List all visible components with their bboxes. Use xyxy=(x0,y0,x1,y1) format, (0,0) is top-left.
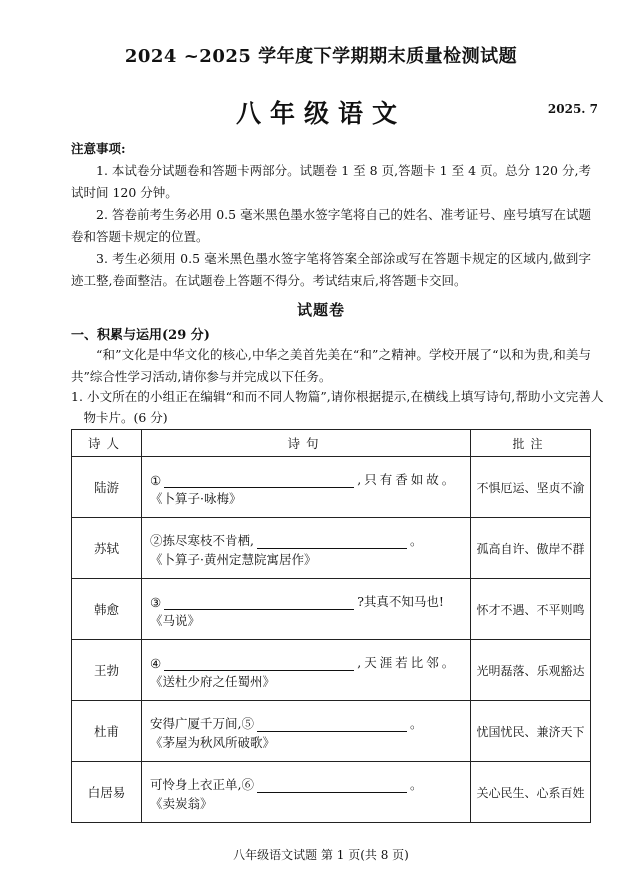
verse-prefix: ① xyxy=(150,473,162,488)
table-row xyxy=(72,762,591,823)
verse-prefix: 可怜身上衣正单,⑥ xyxy=(150,777,254,792)
notice-item: 1. 本试卷分试题卷和答题卡两部分。试题卷 1 至 8 页,答题卡 1 至 4 页。总分 120 分,考试时间 120 分钟。 xyxy=(71,163,591,200)
header-verse: 诗句 xyxy=(142,430,471,457)
poem-table xyxy=(71,429,591,823)
verse-prefix: ④ xyxy=(150,656,162,671)
poem-source: 《卜算子·咏梅》 xyxy=(150,491,242,506)
exam-title: 2024 ~2025 学年度下学期期末质量检测试题 xyxy=(124,46,518,67)
verse-suffix: ,天涯若比邻。 xyxy=(357,655,458,670)
poet-name: 白居易 xyxy=(72,762,142,823)
exam-date: 2025. 7 xyxy=(547,102,598,116)
notice-heading: 注意事项: xyxy=(71,141,126,156)
poet-name: 王勃 xyxy=(72,640,142,701)
poem-source: 《茅屋为秋风所破歌》 xyxy=(150,735,276,750)
verse-cell xyxy=(142,640,471,701)
poet-name: 苏轼 xyxy=(72,518,142,579)
answer-blank[interactable] xyxy=(257,778,407,793)
poet-note: 关心民生、心系百姓 xyxy=(471,762,591,823)
table-row xyxy=(72,640,591,701)
question-text: 1. 小文所在的小组正在编辑“和而不同人物篇”,请你根据提示,在横线上填写诗句,帮助小文完善人物卡片。(6 分) xyxy=(71,389,604,425)
header-poet: 诗人 xyxy=(72,430,142,457)
verse-cell xyxy=(142,579,471,640)
subject-title: 八年级语文 xyxy=(235,99,406,128)
notice-block xyxy=(71,138,591,292)
poem-source: 《卖炭翁》 xyxy=(150,796,213,811)
verse-suffix: 。 xyxy=(409,716,423,731)
table-row xyxy=(72,701,591,762)
poem-source: 《卜算子·黄州定慧院寓居作》 xyxy=(150,552,317,567)
verse-prefix: ②拣尽寒枝不肯栖, xyxy=(150,533,254,548)
poet-name: 陆游 xyxy=(72,457,142,518)
poet-note: 孤高自许、傲岸不群 xyxy=(471,518,591,579)
poem-source: 《马说》 xyxy=(150,613,201,628)
poet-note: 忧国忧民、兼济天下 xyxy=(471,701,591,762)
poet-name: 韩愈 xyxy=(72,579,142,640)
verse-prefix: 安得广厦千万间,⑤ xyxy=(150,716,254,731)
intro-text: “和”文化是中华文化的核心,中华之美首先美在“和”之精神。学校开展了“以和为贵,和美与共”综合性学习活动,请你参与并完成以下任务。 xyxy=(71,347,591,384)
verse-suffix: 。 xyxy=(409,777,423,792)
verse-cell xyxy=(142,701,471,762)
notice-item: 3. 考生必须用 0.5 毫米黑色墨水签字笔将答案全部涂或写在答题卡规定的区域内,做到字迹工整,卷面整洁。在试题卷上答题不得分。考试结束后,将答题卡交回。 xyxy=(71,251,591,288)
answer-blank[interactable] xyxy=(257,534,407,549)
verse-cell xyxy=(142,457,471,518)
section-label: 试题卷 xyxy=(296,301,345,319)
answer-blank[interactable] xyxy=(164,595,354,610)
notice-item: 2. 答卷前考生务必用 0.5 毫米黑色墨水签字笔将自己的姓名、准考证号、座号填写在试题卷和答题卡规定的位置。 xyxy=(71,207,591,244)
poet-note: 怀才不遇、不平则鸣 xyxy=(471,579,591,640)
part-heading: 一、积累与运用(29 分) xyxy=(71,328,210,343)
answer-blank[interactable] xyxy=(164,656,354,671)
poem-source: 《送杜少府之任蜀州》 xyxy=(150,674,276,689)
verse-suffix: 。 xyxy=(409,533,423,548)
table-row xyxy=(72,579,591,640)
poet-note: 光明磊落、乐观豁达 xyxy=(471,640,591,701)
verse-cell xyxy=(142,762,471,823)
verse-suffix: ,只有香如故。 xyxy=(357,472,458,487)
page-footer: 八年级语文试题 第 1 页(共 8 页) xyxy=(233,848,409,862)
table-row xyxy=(72,457,591,518)
answer-blank[interactable] xyxy=(164,473,354,488)
answer-blank[interactable] xyxy=(257,717,407,732)
verse-suffix: ?其真不知马也! xyxy=(357,594,444,609)
verse-prefix: ③ xyxy=(150,595,162,610)
table-row xyxy=(72,518,591,579)
table-header-row xyxy=(72,430,591,457)
poet-note: 不惧厄运、坚贞不渝 xyxy=(471,457,591,518)
verse-cell xyxy=(142,518,471,579)
poet-name: 杜甫 xyxy=(72,701,142,762)
header-note: 批注 xyxy=(471,430,591,457)
